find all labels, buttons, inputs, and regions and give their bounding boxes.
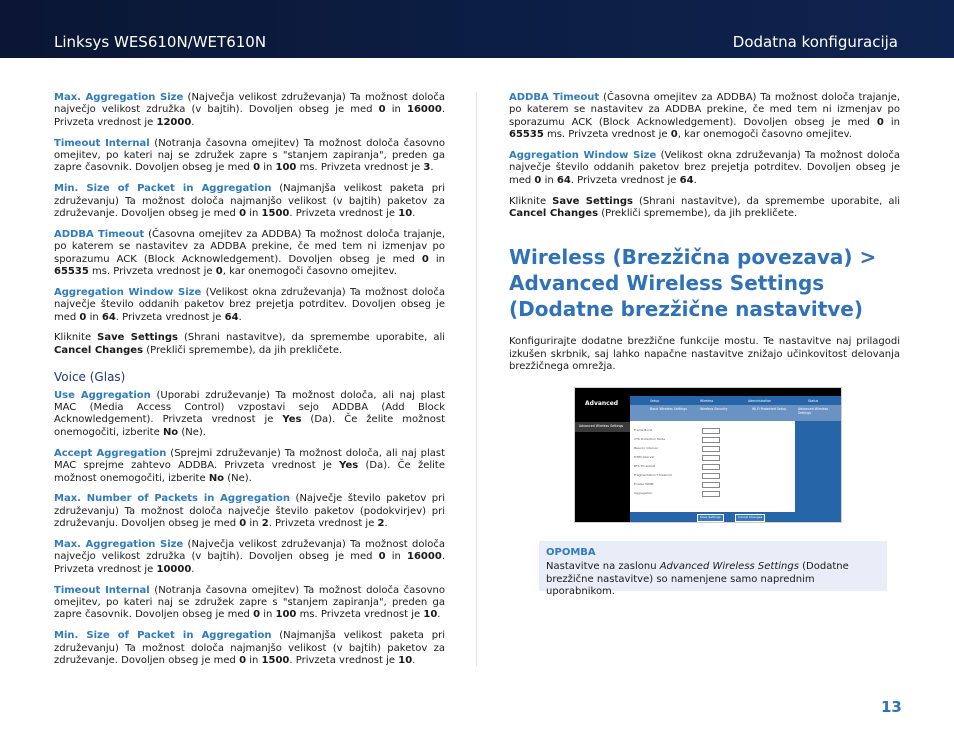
screenshot-save-button: Save Settings bbox=[697, 514, 724, 522]
paragraph bbox=[509, 196, 900, 221]
text: . Privzeta vrednost je bbox=[570, 174, 680, 186]
value: Cancel Changes bbox=[509, 208, 599, 220]
paragraph bbox=[54, 585, 445, 622]
text: (Da). Če želite možnost onemogočiti, izberite bbox=[54, 460, 446, 484]
term: ADDBA Timeout bbox=[509, 92, 600, 103]
term: Timeout Internal bbox=[54, 137, 150, 149]
paragraph bbox=[54, 539, 445, 576]
text: in bbox=[246, 654, 262, 666]
term: ADDBA Timeout bbox=[54, 228, 145, 240]
value: 64 bbox=[556, 174, 571, 186]
value: 1500 bbox=[261, 654, 290, 666]
text: Nastavitve na zaslonu bbox=[546, 561, 660, 572]
value: 10 bbox=[398, 654, 413, 666]
text: . bbox=[412, 208, 416, 220]
text: (Sprejmi združevanje) Ta možnost določa, ali naj plast MAC sprejme zahtevo ADDBA. Privzeta vrednost je bbox=[54, 447, 445, 472]
value: 12000 bbox=[156, 116, 192, 128]
value: 65535 bbox=[509, 129, 544, 141]
text: (Največje število paketov pri združevanju) Ta možnost določa največje število paketov (podokvirjev) pri združevanju. Dovoljen obseg je med bbox=[54, 493, 445, 530]
screenshot-row: Fragmentation Threshold bbox=[634, 473, 672, 477]
paragraph bbox=[54, 138, 445, 175]
text: in bbox=[428, 253, 445, 265]
screenshot-subtab: Advanced Wireless Settings bbox=[798, 407, 829, 415]
text: (Shrani nastavitve), da spremembe uporabite, ali bbox=[177, 332, 446, 344]
screenshot-select bbox=[702, 437, 720, 443]
text: (Prekliči spremembe), da jih prekličete. bbox=[598, 208, 798, 220]
screenshot-tab: Wireless bbox=[700, 399, 714, 403]
column-divider bbox=[476, 92, 477, 666]
term: Max. Number of Packets in Aggregation bbox=[54, 493, 291, 505]
value: 2 bbox=[377, 518, 385, 530]
value: 10 bbox=[398, 208, 413, 220]
value: 64 bbox=[101, 311, 116, 323]
voice-heading: Voice (Glas) bbox=[54, 370, 126, 385]
screenshot-subtab: Basic Wireless Settings bbox=[650, 407, 687, 411]
value: 3 bbox=[423, 162, 431, 174]
paragraph bbox=[54, 332, 445, 357]
page-header bbox=[0, 0, 954, 58]
text: in bbox=[246, 208, 262, 220]
value: 0 bbox=[215, 266, 223, 278]
value: 0 bbox=[253, 162, 261, 174]
screenshot-tab: Status bbox=[808, 399, 819, 403]
value: 64 bbox=[679, 174, 694, 186]
screenshot-select bbox=[702, 464, 720, 470]
text: in bbox=[385, 104, 408, 116]
value: 65535 bbox=[54, 266, 89, 278]
text: (Dodatne brezžične nastavitve) so namenjene samo naprednim uporabnikom. bbox=[546, 561, 849, 597]
value: No bbox=[162, 426, 179, 438]
screenshot-row: CTS Protection Mode bbox=[634, 437, 666, 441]
paragraph bbox=[54, 448, 445, 485]
text: (Ne). bbox=[224, 472, 252, 484]
screenshot-subtab: Wireless Security bbox=[700, 407, 728, 411]
value: 0 bbox=[378, 104, 386, 116]
text: . bbox=[238, 311, 242, 323]
screenshot-cancel-button: Cancel Changes bbox=[735, 514, 765, 522]
value: 100 bbox=[275, 609, 297, 621]
value: 10000 bbox=[156, 563, 192, 575]
paragraph bbox=[54, 183, 445, 220]
text: (Najmanjša velikost paketa pri združevanju) Ta možnost določa najmanjšo velikost (v bajtih) paketov za združevanje. Dovoljen obseg je med bbox=[54, 630, 445, 666]
text: (Največja velikost združevanja) Ta možnost določa največjo velikost združka (v bajtih). Dovoljen obseg je med bbox=[54, 538, 445, 563]
term: Max. Aggregation Size bbox=[54, 92, 184, 103]
text: . bbox=[384, 518, 388, 530]
value: 0 bbox=[876, 116, 884, 128]
text: (Časovna omejitev za ADDBA) Ta možnost določa trajanje, po katerem se nastavitev za ADDBA prekine, če med tem ni izmenjav po sporazumu ACK (Block Acknowledgement). Dovoljen obseg je med bbox=[509, 92, 900, 128]
text: . Privzeta vrednost je bbox=[289, 654, 399, 666]
value: 2 bbox=[261, 518, 269, 530]
value: 10 bbox=[423, 609, 438, 621]
value: 16000 bbox=[407, 551, 442, 563]
note-title: OPOMBA bbox=[546, 547, 596, 558]
value: Save Settings bbox=[552, 195, 633, 207]
text: in bbox=[260, 609, 276, 621]
screenshot-subnav bbox=[630, 405, 841, 421]
text: (Najmanjša velikost paketa pri združevanju) Ta možnost določa najmanjšo velikost (v bajtih) paketov za združevanje. Dovoljen obseg je med bbox=[54, 183, 445, 220]
screenshot-panel-header bbox=[575, 422, 630, 432]
text: ms. Privzeta vrednost je bbox=[296, 609, 424, 621]
value: 16000 bbox=[407, 104, 442, 116]
value: 0 bbox=[421, 253, 429, 265]
text: (Največja velikost združevanja) Ta možnost določa največjo velikost združka (v bajtih). Dovoljen obseg je med bbox=[54, 92, 445, 116]
term: Aggregation Window Size bbox=[509, 150, 657, 162]
screenshot-row: RTS Threshold bbox=[634, 464, 656, 468]
screenshot-left-panel bbox=[575, 421, 630, 522]
text: (Uporabi združevanje) Ta možnost določa, ali naj plast MAC (Media Access Control) vzpostavi sejo ADDBA (Add Block Acknowledgement). Privzeta vrednost je bbox=[54, 389, 446, 426]
text: in bbox=[541, 174, 557, 186]
text: . bbox=[437, 609, 441, 621]
section-title: Wireless (Brezžična povezava) > Advanced Wireless Settings (Dodatne brezžične nastavitve) bbox=[509, 245, 877, 322]
screenshot-select bbox=[702, 482, 720, 488]
text: in bbox=[260, 162, 276, 174]
paragraph bbox=[54, 92, 445, 129]
text: . bbox=[412, 654, 416, 666]
value: 0 bbox=[534, 174, 542, 186]
value: 0 bbox=[239, 518, 247, 530]
screenshot-select bbox=[702, 491, 720, 497]
value: No bbox=[208, 472, 225, 484]
screenshot-row: Frame Burst bbox=[634, 428, 653, 432]
text: (Notranja časovna omejitev) Ta možnost določa časovno omejitev, po kateri naj se združek zapre s "stanjem zapiranja", preden ga zapre časovnik. Dovoljen obseg je med bbox=[54, 137, 446, 174]
text: (Časovna omejitev za ADDBA) Ta možnost določa trajanje, po katerem se nastavitev za ADDBA prekine, če med tem ni izmenjav po sporazumu ACK (Block Acknowledgement). Dovoljen obseg je med bbox=[54, 228, 445, 265]
paragraph bbox=[54, 390, 445, 440]
text: . Privzeta vrednost je bbox=[289, 208, 399, 220]
paragraph bbox=[54, 630, 445, 667]
value: 0 bbox=[79, 311, 87, 323]
text: (Shrani nastavitve), da spremembe uporabite, ali bbox=[632, 195, 901, 207]
text: . Privzeta vrednost je bbox=[54, 551, 445, 575]
term: Min. Size of Packet in Aggregation bbox=[54, 183, 272, 195]
value: 0 bbox=[670, 129, 678, 141]
text: ms. Privzeta vrednost je bbox=[543, 129, 671, 141]
paragraph bbox=[54, 287, 445, 324]
text: (Notranja časovna omejitev) Ta možnost določa časovno omejitev, po kateri naj se združek zapre s "stanjem zapiranja", preden ga zapre časovnik. Dovoljen obseg je med bbox=[54, 584, 446, 621]
text: . bbox=[191, 116, 195, 128]
screenshot-row: DTIM Interval bbox=[634, 455, 655, 459]
term: Timeout Internal bbox=[54, 584, 150, 596]
screenshot-tab: Setup bbox=[650, 399, 660, 403]
screenshot-brand: Advanced bbox=[585, 400, 619, 407]
screenshot-subtab: Wi-Fi Protected Setup bbox=[752, 407, 787, 411]
term: Min. Size of Packet in Aggregation bbox=[54, 630, 272, 642]
value: Yes bbox=[339, 460, 359, 472]
screenshot-form bbox=[632, 424, 792, 514]
value: 0 bbox=[239, 654, 247, 666]
text: Advanced Wireless Settings bbox=[659, 561, 799, 572]
value: 0 bbox=[239, 208, 247, 220]
term: Accept Aggregation bbox=[54, 447, 167, 459]
text: in bbox=[246, 518, 262, 530]
screenshot-right-panel bbox=[795, 421, 841, 522]
text: . Privzeta vrednost je bbox=[115, 311, 225, 323]
screenshot-row: Aggregation bbox=[634, 491, 653, 495]
paragraph bbox=[54, 493, 445, 530]
value: 0 bbox=[378, 551, 386, 563]
text: ms. Privzeta vrednost je bbox=[296, 162, 424, 174]
value: 64 bbox=[224, 311, 239, 323]
text: Kliknite bbox=[54, 332, 98, 344]
text: . Privzeta vrednost je bbox=[54, 104, 445, 128]
term: Max. Aggregation Size bbox=[54, 538, 184, 550]
text: in bbox=[86, 311, 102, 323]
screenshot-row: Enable WMM bbox=[634, 482, 654, 486]
screenshot-tab: Administration bbox=[748, 399, 772, 403]
text: . bbox=[430, 162, 434, 174]
text: Kliknite bbox=[509, 195, 553, 207]
text: , kar onemogoči časovno omejitev. bbox=[222, 266, 397, 278]
paragraph bbox=[54, 229, 445, 279]
screenshot-panel-title: Advanced Wireless Settings bbox=[579, 424, 624, 428]
value: Yes bbox=[282, 414, 302, 426]
intro-paragraph: Konfigurirajte dodatne brezžične funkcije mostu. Te nastavitve naj prilagodi izkušen skrbnik, saj lahko napačne nastavitve znižajo učinkovitost delovanja brezžičnega omrežja. bbox=[509, 336, 900, 373]
screenshot-select bbox=[702, 455, 720, 461]
settings-screenshot bbox=[574, 387, 842, 523]
screenshot-select bbox=[702, 428, 720, 434]
value: Save Settings bbox=[97, 332, 178, 344]
text: , kar onemogoči časovno omejitev. bbox=[677, 129, 852, 141]
note-body bbox=[546, 561, 884, 599]
text: ms. Privzeta vrednost je bbox=[88, 266, 216, 278]
text: . bbox=[693, 174, 697, 186]
screenshot-select bbox=[702, 473, 720, 479]
screenshot-select bbox=[702, 446, 720, 452]
screenshot-row: Beacon Interval bbox=[634, 446, 658, 450]
term: Use Aggregation bbox=[54, 389, 151, 401]
text: (Velikost okna združevanja) Ta možnost določa največje število oddanih paketov brez prejetja potrditev. Dovoljen obseg je med bbox=[509, 150, 900, 186]
paragraph bbox=[509, 150, 900, 187]
text: (Prekliči spremembe), da jih prekličete. bbox=[143, 344, 343, 356]
right-column bbox=[509, 92, 900, 382]
value: 100 bbox=[275, 162, 297, 174]
left-column bbox=[54, 92, 445, 676]
section-name: Dodatna konfiguracija bbox=[732, 33, 898, 51]
value: 0 bbox=[253, 609, 261, 621]
text: in bbox=[883, 116, 900, 128]
value: 1500 bbox=[261, 208, 290, 220]
text: in bbox=[385, 551, 408, 563]
paragraph bbox=[509, 92, 900, 142]
value: Cancel Changes bbox=[54, 344, 144, 356]
text: (Velikost okna združevanja) Ta možnost določa največje število oddanih paketov brez prejetja potrditev. Dovoljen obseg je med bbox=[54, 286, 445, 323]
text: (Da). Če želite možnost onemogočiti, izberite bbox=[54, 414, 445, 438]
term: Aggregation Window Size bbox=[54, 286, 202, 298]
page-number: 13 bbox=[881, 698, 902, 716]
note-box bbox=[539, 541, 887, 597]
text: . bbox=[191, 563, 195, 575]
product-name: Linksys WES610N/WET610N bbox=[54, 33, 267, 51]
text: (Ne). bbox=[178, 426, 206, 438]
text: . Privzeta vrednost je bbox=[268, 518, 378, 530]
